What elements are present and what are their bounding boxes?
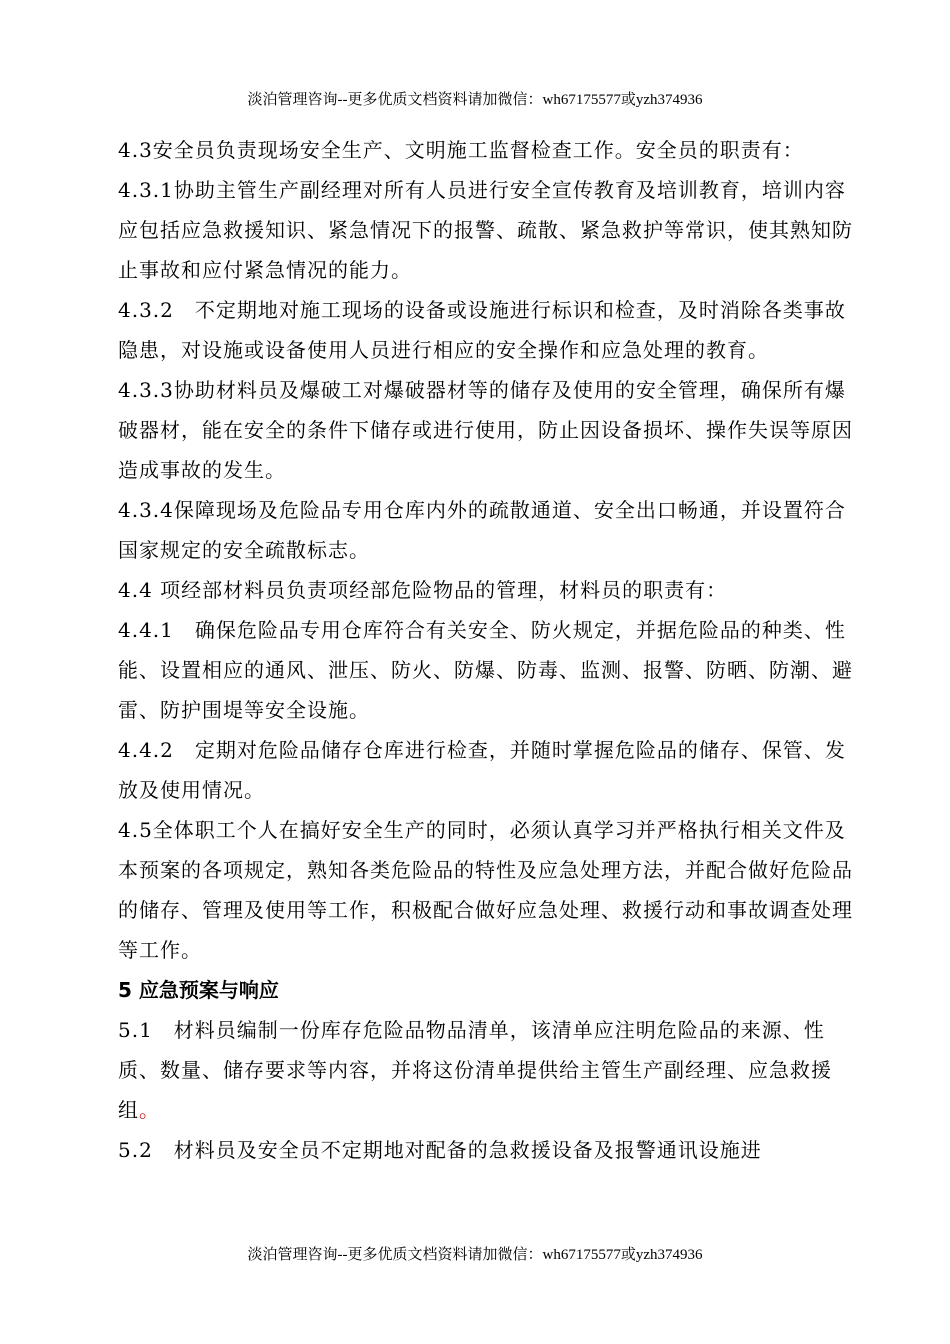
paragraph-4-4-1: 4.4.1 确保危险品专用仓库符合有关安全、防火规定，并据危险品的种类、性能、设置相应的通风、泄压、防火、防爆、防毒、监测、报警、防晒、防潮、避雷、防护围堤等安全设施。: [118, 618, 853, 722]
header-note: 淡泊管理咨询--更多优质文档资料请加微信：wh67175577或yzh374936: [247, 92, 703, 108]
paragraph-4-4: 4.4 项经部材料员负责项经部危险物品的管理，材料员的职责有：: [118, 578, 728, 602]
paragraph-4-3-1: 4.3.1协助主管生产副经理对所有人员进行安全宣传教育及培训教育，培训内容应包括应急救援知识、紧急情况下的报警、疏散、紧急救护等常识，使其熟知防止事故和应付紧急情况的能力。: [118, 178, 853, 282]
footer-note: 淡泊管理咨询--更多优质文档资料请加微信：wh67175577或yzh374936: [247, 1247, 703, 1263]
paragraph-5-1: [118, 1010, 858, 1130]
paragraph-5-1-text: 5.1 材料员编制一份库存危险品物品清单，该清单应注明危险品的来源、性质、数量、储存要求等内容，并将这份清单提供给主管生产副经理、应急救援组: [118, 1018, 832, 1122]
section-heading-5: 5 应急预案与响应: [118, 978, 279, 1002]
paragraph-4-3-3: 4.3.3协助材料员及爆破工对爆破器材等的储存及使用的安全管理，确保所有爆破器材，能在安全的条件下储存或进行使用，防止因设备损坏、操作失误等原因造成事故的发生。: [118, 378, 853, 482]
paragraph-4-3: 4.3安全员负责现场安全生产、文明施工监督检查工作。安全员的职责有：: [118, 138, 804, 162]
paragraph-4-4-2: 4.4.2 定期对危险品储存仓库进行检查，并随时掌握危险品的储存、保管、发放及使用情况。: [118, 738, 846, 802]
paragraph-5-2: 5.2 材料员及安全员不定期地对配备的急救援设备及报警通讯设施进: [118, 1138, 762, 1162]
paragraph-5-1-end-mark: 。: [139, 1098, 160, 1122]
paragraph-4-3-4: 4.3.4保障现场及危险品专用仓库内外的疏散通道、安全出口畅通，并设置符合国家规定的安全疏散标志。: [118, 498, 846, 562]
document-body: [118, 130, 858, 1170]
paragraph-4-3-2: 4.3.2 不定期地对施工现场的设备或设施进行标识和检查，及时消除各类事故隐患，对设施或设备使用人员进行相应的安全操作和应急处理的教育。: [118, 298, 846, 362]
paragraph-4-5: 4.5全体职工个人在搞好安全生产的同时，必须认真学习并严格执行相关文件及本预案的各项规定，熟知各类危险品的特性及应急处理方法，并配合做好危险品的储存、管理及使用等工作，积极配合做好应急处理、救援行动和事故调查处理等工作。: [118, 818, 853, 962]
